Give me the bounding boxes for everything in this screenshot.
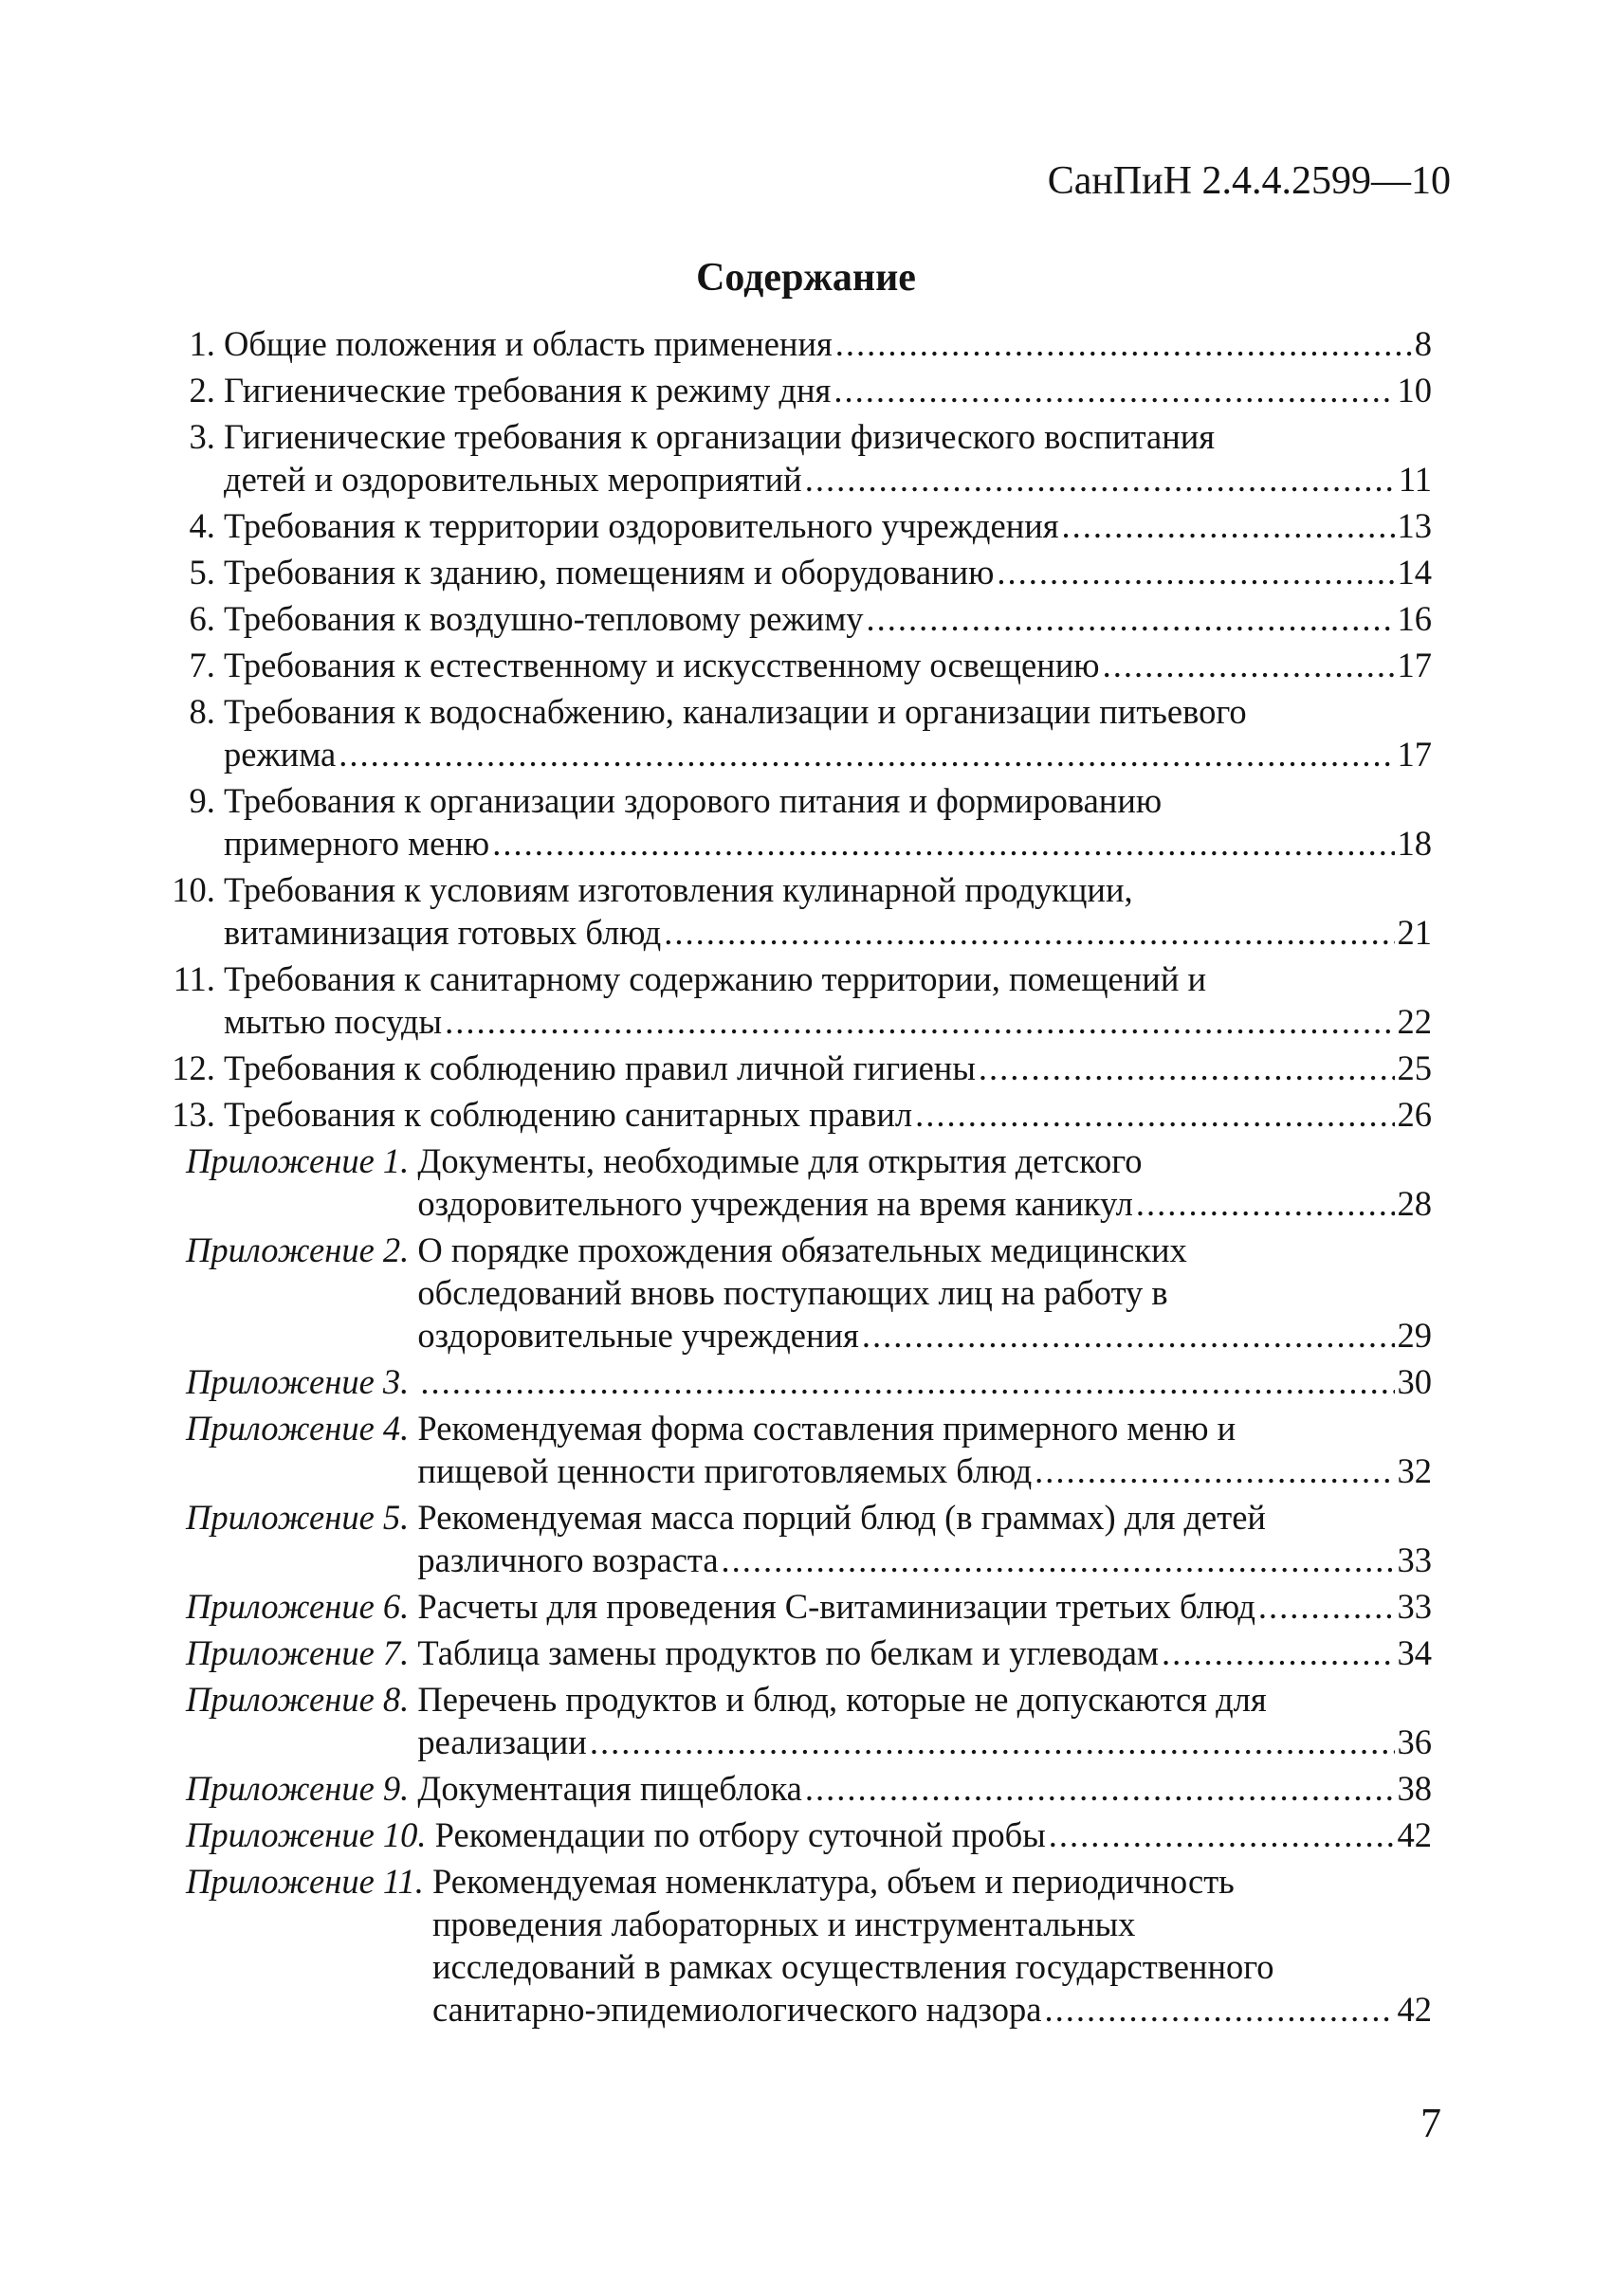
entry-text <box>224 597 1432 640</box>
entry-text <box>224 551 1432 593</box>
entry-number: 5. <box>189 553 215 592</box>
entry-text <box>224 957 1432 1043</box>
entry-line: Гигиенические требования к режиму дня <box>224 371 832 410</box>
entry-last-line <box>224 1047 1432 1089</box>
entry-last-line <box>417 1631 1432 1674</box>
toc-entry[interactable] <box>152 644 1432 686</box>
entry-line: Требования к соблюдению санитарных правил <box>224 1095 913 1134</box>
entry-line: Требования к естественному и искусственному освещению <box>224 646 1100 684</box>
entry-last-line <box>224 822 1432 865</box>
entry-last-line <box>417 1721 1432 1763</box>
appendix-label: Приложение 1. <box>186 1141 410 1180</box>
entry-text <box>224 779 1432 865</box>
entry-line: Рекомендуемая масса порций блюд (в граммах) для детей <box>417 1498 1266 1537</box>
dot-leader <box>1162 1631 1394 1674</box>
entry-line: Расчеты для проведения С-витаминизации третьих блюд <box>417 1587 1255 1626</box>
toc-entry[interactable] <box>152 504 1432 547</box>
entry-page-number: 10 <box>1397 371 1432 410</box>
entry-line: режима <box>224 735 337 774</box>
entry-page-number: 22 <box>1397 1002 1432 1041</box>
entry-text <box>224 322 1432 365</box>
entry-text <box>417 1496 1432 1581</box>
entry-line: мытью посуды <box>224 1002 443 1041</box>
dot-leader <box>862 1314 1395 1357</box>
entry-last-line <box>417 1314 1432 1357</box>
entry-last-line <box>224 911 1432 954</box>
page-number: 7 <box>1420 2100 1441 2146</box>
toc-entry[interactable] <box>152 690 1432 775</box>
entry-number: 13. <box>172 1095 215 1134</box>
entry-number: 10. <box>172 870 215 909</box>
entry-page-number: 8 <box>1414 324 1432 363</box>
entry-text <box>224 1093 1432 1136</box>
dot-leader <box>805 458 1396 501</box>
entry-number: 12. <box>172 1048 215 1087</box>
entry-text <box>224 415 1432 501</box>
entry-last-line <box>417 1449 1432 1492</box>
toc-appendix-entry[interactable] <box>152 1860 1432 2031</box>
dot-leader <box>1258 1585 1395 1628</box>
entry-page-number: 32 <box>1397 1451 1432 1490</box>
entry-line: Рекомендуемая номенклатура, объем и периодичность <box>431 1862 1235 1901</box>
toc-title: Содержание <box>696 256 916 300</box>
entry-line: Требования к воздушно-тепловому режиму <box>224 599 864 638</box>
entry-line: Требования к условиям изготовления кулинарной продукции, <box>224 870 1133 909</box>
toc-appendix-entry[interactable] <box>152 1813 1432 1856</box>
entry-last-line <box>224 322 1432 365</box>
entry-line: оздоровительного учреждения на время каникул <box>417 1184 1133 1223</box>
entry-page-number: 16 <box>1397 599 1432 638</box>
entry-line: исследований в рамках осуществления государственного <box>431 1947 1274 1986</box>
toc-entry[interactable] <box>152 868 1432 954</box>
dot-leader <box>833 369 1394 411</box>
entry-last-line <box>224 644 1432 686</box>
dot-leader <box>445 1000 1394 1043</box>
dot-leader <box>1044 1988 1394 2031</box>
dot-leader <box>339 733 1394 775</box>
toc-appendix-entry[interactable] <box>152 1767 1432 1810</box>
entry-page-number: 34 <box>1397 1633 1432 1672</box>
entry-text <box>224 504 1432 547</box>
entry-line: Документы, необходимые для открытия детского <box>417 1141 1143 1180</box>
entry-text <box>417 1767 1432 1810</box>
table-of-contents <box>152 322 1432 2034</box>
entry-line: витаминизация готовых блюд <box>224 913 662 952</box>
entry-line: Требования к санитарному содержанию территории, помещений и <box>224 959 1207 998</box>
entry-text <box>417 1407 1432 1492</box>
entry-text <box>224 690 1432 775</box>
entry-text <box>224 644 1432 686</box>
entry-text <box>432 1860 1432 2031</box>
entry-line: Требования к соблюдению правил личной гигиены <box>224 1048 976 1087</box>
toc-appendix-entry[interactable] <box>152 1585 1432 1628</box>
entry-line: Документация пищеблока <box>417 1769 802 1808</box>
entry-page-number: 17 <box>1397 646 1432 684</box>
dot-leader <box>867 597 1395 640</box>
appendix-label: Приложение 6. <box>186 1587 410 1626</box>
toc-entry[interactable] <box>152 779 1432 865</box>
toc-entry[interactable] <box>152 415 1432 501</box>
entry-last-line <box>224 458 1432 501</box>
entry-last-line <box>435 1813 1432 1856</box>
toc-appendix-entry[interactable] <box>152 1631 1432 1674</box>
toc-appendix-entry[interactable] <box>152 1407 1432 1492</box>
appendix-label: Приложение 9. <box>186 1769 410 1808</box>
appendix-label: Приложение 2. <box>186 1230 410 1269</box>
entry-line: пищевой ценности приготовляемых блюд <box>417 1451 1033 1490</box>
dot-leader <box>979 1047 1395 1089</box>
appendix-label: Приложение 5. <box>186 1498 410 1537</box>
appendix-label: Приложение 7. <box>186 1633 410 1672</box>
entry-text <box>224 1047 1432 1089</box>
dot-leader <box>664 911 1394 954</box>
entry-text <box>417 1360 1432 1403</box>
entry-page-number: 36 <box>1397 1722 1432 1761</box>
dot-leader <box>1049 1813 1395 1856</box>
entry-text <box>224 369 1432 411</box>
entry-line: Рекомендации по отбору суточной пробы <box>434 1815 1046 1854</box>
entry-last-line <box>224 1000 1432 1043</box>
appendix-label: Приложение 8. <box>186 1680 410 1719</box>
entry-number: 9. <box>189 781 215 820</box>
entry-line: Перечень продуктов и блюд, которые не допускаются для <box>417 1680 1267 1719</box>
entry-text <box>417 1585 1432 1628</box>
entry-page-number: 17 <box>1397 735 1432 774</box>
entry-text <box>417 1139 1432 1225</box>
entry-page-number: 33 <box>1397 1540 1432 1579</box>
entry-number: 4. <box>189 506 215 545</box>
entry-line: оздоровительные учреждения <box>417 1316 859 1355</box>
dot-leader <box>1136 1182 1395 1225</box>
entry-text <box>417 1631 1432 1674</box>
entry-last-line <box>224 369 1432 411</box>
entry-last-line <box>224 1093 1432 1136</box>
entry-page-number: 30 <box>1397 1362 1432 1401</box>
entry-page-number: 13 <box>1397 506 1432 545</box>
entry-line: санитарно-эпидемиологического надзора <box>431 1990 1042 2029</box>
entry-last-line <box>417 1360 1432 1403</box>
entry-page-number: 21 <box>1397 913 1432 952</box>
dot-leader <box>590 1721 1395 1763</box>
entry-page-number: 38 <box>1397 1769 1432 1808</box>
entry-last-line <box>224 551 1432 593</box>
entry-text <box>417 1678 1432 1763</box>
toc-entry[interactable] <box>152 597 1432 640</box>
entry-page-number: 25 <box>1397 1048 1432 1087</box>
entry-line: различного возраста <box>417 1540 719 1579</box>
appendix-label: Приложение 10. <box>186 1815 427 1854</box>
entry-last-line <box>224 597 1432 640</box>
dot-leader <box>492 822 1394 865</box>
toc-entry[interactable] <box>152 369 1432 411</box>
entry-line: обследований вновь поступающих лиц на работу в <box>417 1273 1168 1312</box>
toc-entry[interactable] <box>152 1047 1432 1089</box>
entry-number: 7. <box>189 646 215 684</box>
dot-leader <box>805 1767 1395 1810</box>
entry-line: Рекомендуемая форма составления примерного меню и <box>417 1409 1236 1448</box>
entry-number: 2. <box>189 371 215 410</box>
entry-page-number: 14 <box>1397 553 1432 592</box>
toc-entry[interactable] <box>152 957 1432 1043</box>
toc-appendix-entry[interactable] <box>152 1139 1432 1225</box>
entry-line: О порядке прохождения обязательных медицинских <box>417 1230 1187 1269</box>
entry-text <box>224 868 1432 954</box>
entry-number: 6. <box>189 599 215 638</box>
entry-line: Требования к организации здорового питания и формированию <box>224 781 1163 820</box>
entry-line: детей и оздоровительных мероприятий <box>224 460 802 499</box>
entry-page-number: 42 <box>1397 1815 1432 1854</box>
toc-entry[interactable] <box>152 551 1432 593</box>
entry-last-line <box>417 1539 1432 1581</box>
entry-line: Общие положения и область применения <box>224 324 833 363</box>
entry-number: 11. <box>173 959 215 998</box>
entry-page-number: 28 <box>1397 1184 1432 1223</box>
dot-leader <box>1035 1449 1394 1492</box>
entry-last-line <box>224 504 1432 547</box>
entry-line: реализации <box>417 1722 587 1761</box>
dot-leader <box>997 551 1394 593</box>
dot-leader <box>1062 504 1395 547</box>
toc-appendix-entry[interactable] <box>152 1496 1432 1581</box>
entry-number: 3. <box>189 417 215 456</box>
entry-line: Требования к водоснабжению, канализации и организации питьевого <box>224 692 1247 731</box>
dot-leader <box>1103 644 1395 686</box>
dot-leader <box>915 1093 1394 1136</box>
document-code: СанПиН 2.4.4.2599—10 <box>1047 159 1451 203</box>
entry-last-line <box>432 1988 1432 2031</box>
appendix-label: Приложение 3. <box>186 1362 410 1401</box>
entry-line: Гигиенические требования к организации физического воспитания <box>224 417 1216 456</box>
dot-leader <box>835 322 1412 365</box>
entry-line: Таблица замены продуктов по белкам и углеводам <box>417 1633 1160 1672</box>
toc-appendix-entry[interactable] <box>152 1229 1432 1357</box>
entry-number: 1. <box>189 324 215 363</box>
entry-number: 8. <box>189 692 215 731</box>
entry-page-number: 33 <box>1397 1587 1432 1626</box>
entry-last-line <box>417 1767 1432 1810</box>
appendix-label: Приложение 11. <box>186 1862 424 1901</box>
entry-line: Требования к зданию, помещениям и оборудованию <box>224 553 995 592</box>
entry-page-number: 29 <box>1397 1316 1432 1355</box>
entry-line: Требования к территории оздоровительного учреждения <box>224 506 1059 545</box>
dot-leader <box>420 1360 1394 1403</box>
entry-page-number: 26 <box>1397 1095 1432 1134</box>
appendix-label: Приложение 4. <box>186 1409 410 1448</box>
toc-appendix-entry[interactable] <box>152 1678 1432 1763</box>
dot-leader <box>722 1539 1395 1581</box>
toc-entry[interactable] <box>152 1093 1432 1136</box>
entry-text <box>435 1813 1432 1856</box>
entry-last-line <box>224 733 1432 775</box>
entry-line: примерного меню <box>224 824 490 863</box>
entry-page-number: 42 <box>1397 1990 1432 2029</box>
entry-line: проведения лабораторных и инструментальных <box>431 1904 1136 1943</box>
toc-appendix-entry[interactable] <box>152 1360 1432 1403</box>
toc-entry[interactable] <box>152 322 1432 365</box>
entry-text <box>417 1229 1432 1357</box>
entry-last-line <box>417 1182 1432 1225</box>
entry-last-line <box>417 1585 1432 1628</box>
entry-page-number: 11 <box>1398 460 1432 499</box>
entry-page-number: 18 <box>1397 824 1432 863</box>
